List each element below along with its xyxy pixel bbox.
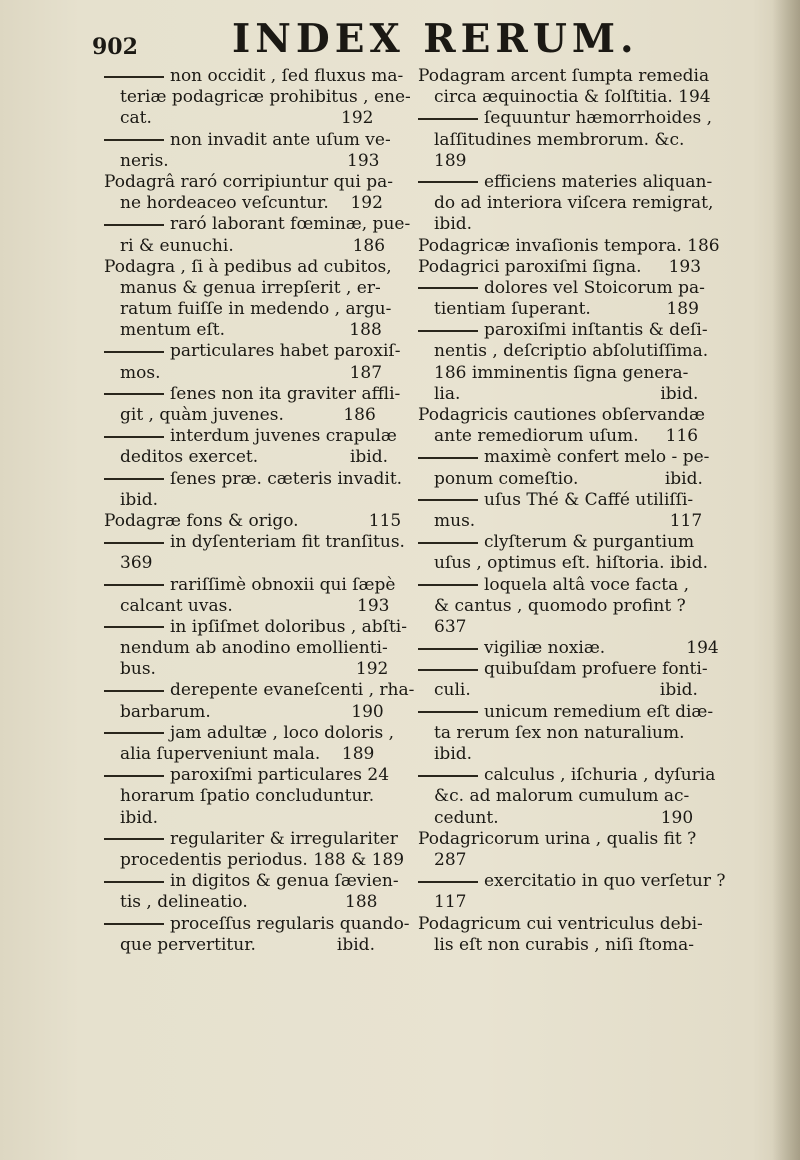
index-entry-text: git , quàm juvenes. 186 bbox=[120, 405, 376, 425]
repeat-dash bbox=[104, 351, 164, 353]
index-line bbox=[104, 87, 424, 108]
index-entry-text: manus & genua irrepſerit , er- bbox=[120, 277, 381, 298]
index-entry-text: 369 bbox=[120, 553, 153, 574]
index-entry-text: efficiens materies aliquan- bbox=[484, 171, 713, 192]
repeat-dash bbox=[104, 139, 164, 141]
index-entry-text: clyſterum & purgantium bbox=[484, 532, 695, 553]
index-line bbox=[418, 659, 754, 680]
index-line bbox=[418, 829, 754, 850]
index-line bbox=[418, 172, 754, 193]
repeat-dash bbox=[104, 690, 164, 692]
index-entry-text: interdum juvenes crapulæ bbox=[170, 426, 397, 447]
index-entry-text: mos. 187 bbox=[120, 362, 383, 383]
index-line bbox=[418, 871, 754, 892]
repeat-dash bbox=[104, 838, 164, 840]
index-entry-text: ponum comeſtio. ibid. bbox=[434, 468, 703, 489]
index-entry-text: deditos exercet. ibid. bbox=[120, 447, 389, 468]
index-line bbox=[104, 532, 424, 553]
index-line bbox=[418, 341, 754, 362]
index-line bbox=[418, 447, 754, 468]
index-entry-text: ſenes non ita graviter affli- bbox=[170, 383, 401, 404]
index-line bbox=[104, 786, 424, 807]
index-entry-text: lis eſt non curabis , niſi ſtoma- bbox=[434, 934, 694, 955]
index-line bbox=[418, 892, 754, 913]
index-entry-text: 287 bbox=[434, 849, 467, 870]
repeat-dash bbox=[104, 775, 164, 777]
repeat-dash bbox=[104, 224, 164, 226]
index-line bbox=[418, 257, 754, 278]
repeat-dash bbox=[418, 542, 478, 544]
index-entry-text: raró laborant fœminæ, pue- bbox=[170, 214, 411, 235]
index-line bbox=[104, 172, 424, 193]
index-entry-text: ibid. bbox=[120, 807, 159, 828]
index-entry-text: non invadit ante uſum ve- bbox=[170, 129, 391, 150]
repeat-dash bbox=[418, 648, 478, 650]
index-entry-text: mentum eſt. 188 bbox=[120, 320, 382, 341]
index-line bbox=[104, 363, 424, 384]
page-edge-shadow bbox=[772, 0, 800, 1160]
index-entry-text: calculus , iſchuria , dyſuria bbox=[484, 765, 716, 786]
index-line bbox=[418, 490, 754, 511]
index-entry-text: culi. ibid. bbox=[434, 680, 698, 701]
repeat-dash bbox=[104, 626, 164, 628]
index-line bbox=[418, 702, 754, 723]
index-line bbox=[104, 765, 424, 786]
index-entry-text: lia. ibid. bbox=[434, 383, 699, 404]
repeat-dash bbox=[104, 584, 164, 586]
index-entry-text: quibuſdam profuere fonti- bbox=[484, 659, 708, 680]
repeat-dash bbox=[104, 436, 164, 438]
repeat-dash bbox=[104, 923, 164, 925]
index-entry-text: Podagricum cui ventriculus debi- bbox=[418, 913, 703, 934]
repeat-dash bbox=[104, 76, 164, 78]
index-entry-text: rariſſimè obnoxii qui ſæpè bbox=[170, 574, 396, 595]
index-entry-text: Podagra , ſi à pedibus ad cubitos, bbox=[104, 256, 392, 277]
index-entry-text: Podagræ fons & origo. 115 bbox=[104, 510, 402, 531]
index-entry-text: jam adultæ , loco doloris , bbox=[170, 722, 395, 743]
index-line bbox=[104, 617, 424, 638]
index-line bbox=[418, 723, 754, 744]
index-entry-text: in dyſenteriam fit tranſitus. bbox=[170, 532, 405, 553]
index-line bbox=[104, 914, 424, 935]
index-line bbox=[104, 511, 424, 532]
index-line bbox=[104, 341, 424, 362]
index-entry-text: unicum remedium eſt diæ- bbox=[484, 701, 714, 722]
index-line bbox=[418, 469, 754, 490]
index-entry-text: ratum fuiſſe in medendo , argu- bbox=[120, 299, 392, 320]
index-line bbox=[418, 765, 754, 786]
index-line bbox=[418, 935, 754, 956]
index-entry-text: nendum ab anodino emollienti- bbox=[120, 638, 388, 659]
index-line bbox=[104, 892, 424, 913]
index-entry-text: mus. 117 bbox=[434, 510, 703, 531]
index-entry-text: & cantus , quomodo profint ? bbox=[434, 595, 686, 616]
index-line bbox=[418, 786, 754, 807]
index-entry-text: cat. 192 bbox=[120, 108, 374, 129]
index-line bbox=[104, 130, 424, 151]
index-line bbox=[104, 426, 424, 447]
index-entry-text: exercitatio in quo verſetur ? bbox=[484, 871, 726, 892]
index-line bbox=[104, 680, 424, 701]
index-line bbox=[418, 363, 754, 384]
index-line bbox=[418, 744, 754, 765]
repeat-dash bbox=[104, 478, 164, 480]
repeat-dash bbox=[418, 457, 478, 459]
repeat-dash bbox=[418, 330, 478, 332]
index-line bbox=[104, 66, 424, 87]
index-line bbox=[418, 384, 754, 405]
repeat-dash bbox=[418, 711, 478, 713]
repeat-dash bbox=[418, 775, 478, 777]
index-entry-text: loquela altâ voce facta , bbox=[484, 574, 690, 595]
index-line bbox=[104, 447, 424, 468]
index-line bbox=[418, 426, 754, 447]
index-entry-text: circa æquinoctia & ſolſtitia. 194 bbox=[434, 87, 711, 108]
repeat-dash bbox=[418, 118, 478, 120]
repeat-dash bbox=[418, 881, 478, 883]
index-entry-text: ſequuntur hæmorrhoides , bbox=[484, 108, 713, 129]
repeat-dash bbox=[104, 393, 164, 395]
index-entry-text: proceſſus regularis quando- bbox=[170, 913, 410, 934]
index-line bbox=[104, 659, 424, 680]
index-line bbox=[104, 871, 424, 892]
index-line bbox=[418, 278, 754, 299]
index-line bbox=[104, 151, 424, 172]
index-line bbox=[418, 511, 754, 532]
index-entry-text: non occidit , ſed fluxus ma- bbox=[170, 66, 404, 86]
index-line bbox=[104, 405, 424, 426]
index-entry-text: 117 bbox=[434, 892, 467, 913]
index-entry-text: que pervertitur. ibid. bbox=[120, 934, 375, 955]
index-entry-text: uſus , optimus eſt. hiſtoria. ibid. bbox=[434, 553, 708, 574]
index-entry-text: dolores vel Stoicorum pa- bbox=[484, 277, 705, 298]
index-entry-text: nentis , deſcriptio abſolutiſſima. bbox=[434, 341, 709, 362]
index-line bbox=[104, 299, 424, 320]
repeat-dash bbox=[104, 542, 164, 544]
index-line bbox=[418, 320, 754, 341]
index-line bbox=[104, 236, 424, 257]
index-line bbox=[418, 66, 754, 87]
index-entry-text: derepente evaneſcenti , rha- bbox=[170, 680, 415, 701]
index-entry-text: horarum ſpatio concluduntur. bbox=[120, 786, 375, 807]
repeat-dash bbox=[418, 669, 478, 671]
index-line bbox=[418, 236, 754, 257]
index-line bbox=[418, 914, 754, 935]
index-line bbox=[418, 108, 754, 129]
index-entry-text: cedunt. 190 bbox=[434, 807, 694, 828]
index-line bbox=[418, 617, 754, 638]
index-line bbox=[418, 214, 754, 235]
repeat-dash bbox=[418, 584, 478, 586]
index-entry-text: ante remediorum uſum. 116 bbox=[434, 426, 699, 447]
index-line bbox=[418, 405, 754, 426]
index-line bbox=[104, 108, 424, 129]
index-line bbox=[418, 193, 754, 214]
index-column-right bbox=[418, 66, 754, 956]
index-entry-text: 186 imminentis ſigna genera- bbox=[434, 362, 689, 383]
index-line bbox=[104, 553, 424, 574]
index-line bbox=[418, 87, 754, 108]
page-header bbox=[92, 14, 792, 64]
running-title: INDEX RERUM. bbox=[232, 16, 639, 62]
index-line bbox=[104, 193, 424, 214]
index-entry-text: &c. ad malorum cumulum ac- bbox=[434, 786, 690, 807]
index-line bbox=[418, 850, 754, 871]
index-entry-text: maximè confert melo - pe- bbox=[484, 447, 710, 468]
index-line bbox=[418, 596, 754, 617]
index-line bbox=[104, 490, 424, 511]
index-line bbox=[104, 935, 424, 956]
index-line bbox=[104, 469, 424, 490]
repeat-dash bbox=[418, 181, 478, 183]
index-entry-text: paroxiſmi particulares 24 bbox=[170, 765, 390, 786]
index-entry-text: ibid. bbox=[120, 489, 159, 510]
index-entry-text: tientiam ſuperant. 189 bbox=[434, 299, 699, 320]
index-entry-text: particulares habet paroxiſ- bbox=[170, 341, 401, 362]
index-line bbox=[418, 575, 754, 596]
index-line bbox=[104, 320, 424, 341]
repeat-dash bbox=[418, 287, 478, 289]
index-entry-text: do ad interiora viſcera remigrat, bbox=[434, 193, 714, 214]
index-entry-text: regulariter & irregulariter bbox=[170, 828, 398, 849]
index-line bbox=[104, 384, 424, 405]
index-entry-text: ſenes præ. cæteris invadit. bbox=[170, 468, 403, 489]
index-line bbox=[418, 808, 754, 829]
index-entry-text: Podagricorum urina , qualis fit ? bbox=[418, 828, 697, 849]
index-line bbox=[418, 680, 754, 701]
index-line bbox=[418, 151, 754, 172]
index-line bbox=[104, 638, 424, 659]
index-line bbox=[418, 638, 754, 659]
index-line bbox=[104, 257, 424, 278]
index-entry-text: calcant uvas. 193 bbox=[120, 595, 390, 616]
page-number: 902 bbox=[92, 34, 138, 60]
index-entry-text: paroxiſmi inſtantis & deſi- bbox=[484, 320, 708, 341]
index-entry-text: ta rerum ſex non naturalium. bbox=[434, 722, 685, 743]
index-entry-text: tis , delineatio. 188 bbox=[120, 892, 378, 913]
index-entry-text: in digitos & genua ſævien- bbox=[170, 871, 399, 892]
index-line bbox=[104, 575, 424, 596]
index-entry-text: in ipſiſmet doloribus , abſti- bbox=[170, 616, 407, 637]
index-entry-text: ri & eunuchi. 186 bbox=[120, 235, 386, 256]
index-entry-text: 637 bbox=[434, 616, 467, 637]
index-entry-text: vigiliæ noxiæ. 194 bbox=[484, 638, 719, 659]
index-line bbox=[418, 553, 754, 574]
index-line bbox=[104, 808, 424, 829]
index-entry-text: ibid. bbox=[434, 744, 473, 764]
index-line bbox=[104, 214, 424, 235]
index-line bbox=[104, 596, 424, 617]
repeat-dash bbox=[418, 499, 478, 501]
index-entry-text: ne hordeaceo veſcuntur. 192 bbox=[120, 193, 383, 214]
index-entry-text: barbarum. 190 bbox=[120, 701, 384, 722]
index-line bbox=[104, 702, 424, 723]
index-entry-text: ibid. bbox=[434, 214, 473, 235]
index-line bbox=[104, 829, 424, 850]
index-line bbox=[104, 723, 424, 744]
index-entry-text: laſſitudines membrorum. &c. bbox=[434, 129, 685, 150]
index-entry-text: neris. 193 bbox=[120, 150, 380, 171]
index-line bbox=[418, 130, 754, 151]
index-line bbox=[104, 744, 424, 765]
index-entry-text: Podagrâ raró corripiuntur qui pa- bbox=[104, 171, 393, 192]
index-line bbox=[104, 850, 424, 871]
index-entry-text: Podagram arcent ſumpta remedia bbox=[418, 66, 710, 86]
index-line bbox=[418, 299, 754, 320]
index-entry-text: procedentis periodus. 188 & 189 bbox=[120, 849, 405, 870]
index-entry-text: Podagricæ invaſionis tempora. 186 bbox=[418, 235, 720, 256]
index-entry-text: bus. 192 bbox=[120, 659, 389, 680]
repeat-dash bbox=[104, 881, 164, 883]
repeat-dash bbox=[104, 732, 164, 734]
index-entry-text: Podagricis cautiones obſervandæ bbox=[418, 405, 705, 425]
index-entry-text: alia ſuperveniunt mala. 189 bbox=[120, 744, 375, 764]
index-entry-text: teriæ podagricæ prohibitus , ene- bbox=[120, 87, 411, 108]
index-column-left bbox=[104, 66, 424, 956]
index-entry-text: Podagrici paroxiſmi ſigna. 193 bbox=[418, 256, 702, 277]
index-entry-text: 189 bbox=[434, 150, 467, 171]
index-line bbox=[104, 278, 424, 299]
index-line bbox=[418, 532, 754, 553]
index-entry-text: uſus Thé & Caffé utiliſſi- bbox=[484, 489, 694, 510]
